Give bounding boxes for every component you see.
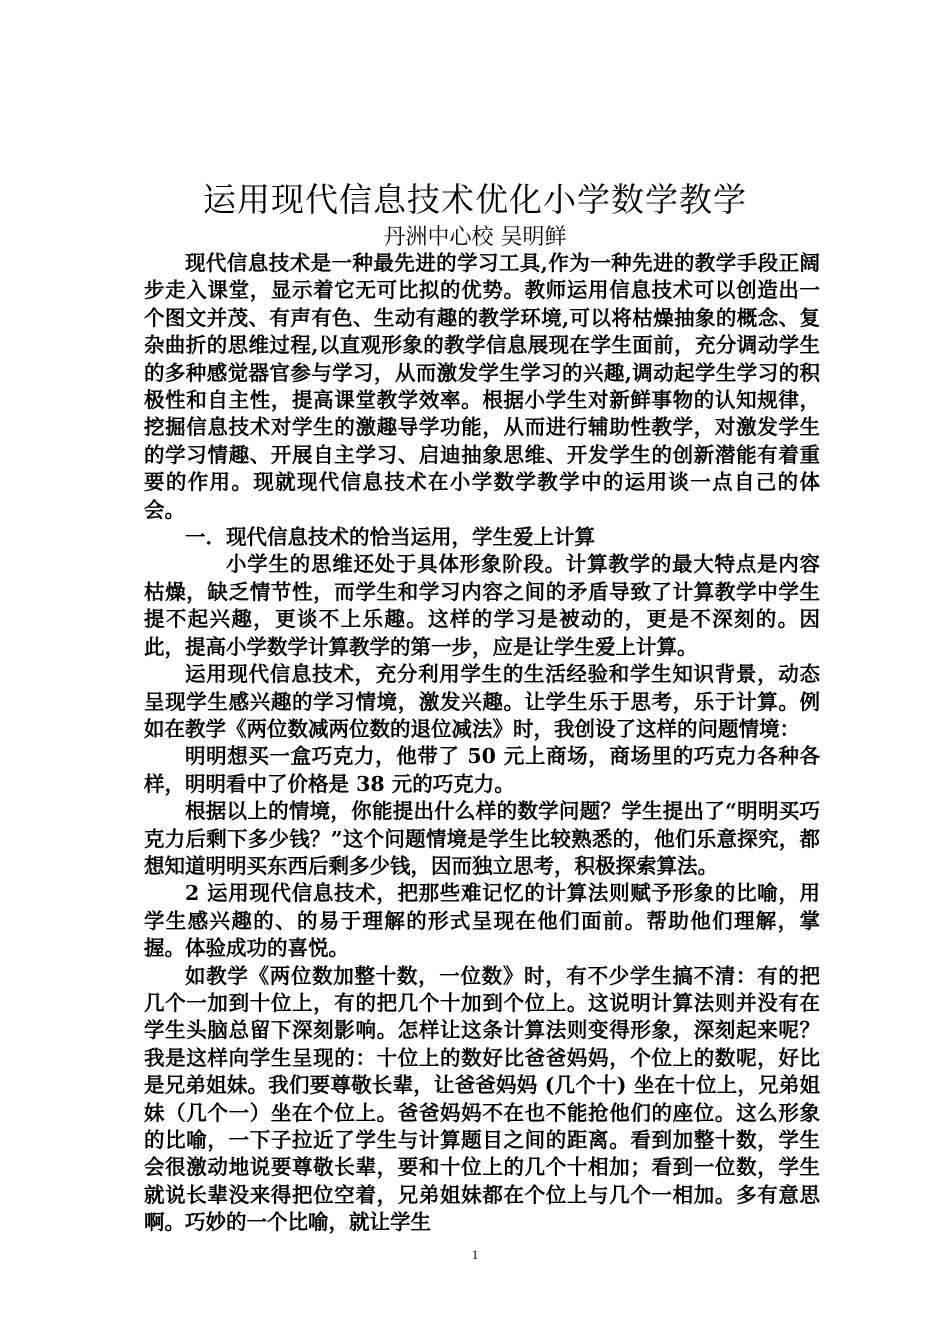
paragraph: 根据以上的情境，你能提出什么样的数学问题？学生提出了“明明买巧克力后剩下多少钱？”这个问题情境是学生比较熟悉的，他们乐意探究，都想知道明明买东西后剩多少钱，因而独立思考，积极探索算法。 bbox=[144, 799, 820, 878]
document-author: 丹洲中心校 吴明鲜 bbox=[383, 225, 567, 250]
paragraph-intro: 现代信息技术是一种最先进的学习工具,作为一种先进的教学手段正阔步走入课堂，显示着它无可比拟的优势。教师运用信息技术可以创造出一个图文并茂、有声有色、生动有趣的教学环境,可以将枯燥抽象的概念、复杂曲折的思维过程,以直观形象的教学信息展现在学生面前，充分调动学生的多种感觉器官参与学习，从而激发学生学习的兴趣,调动起学生学习的积极性和自主性，提高课堂教学效率。根据小学生对新鲜事物的认知规律，挖掘信息技术对学生的激趣导学功能，从而进行辅助性教学，对激发学生的学习情趣、开展自主学习、启迪抽象思维、开发学生的创新潜能有着重要的作用。现就现代信息技术在小学数学教学中的运用谈一点自己的体会。 bbox=[144, 251, 820, 522]
document-title: 运用现代信息技术优化小学数学教学 bbox=[203, 180, 747, 219]
paragraph: 小学生的思维还处于具体形象阶段。计算教学的最大特点是内容枯燥，缺乏情节性，而学生和学习内容之间的矛盾导致了计算教学中学生提不起兴趣，更谈不上乐趣。这样的学习是被动的，更是不深刻的。因此，提高小学数学计算教学的第一步，应是让学生爱上计算。 bbox=[144, 552, 820, 659]
paragraph: 运用现代信息技术，充分利用学生的生活经验和学生知识背景，动态呈现学生感兴趣的学习情境，激发兴趣。让学生乐于思考，乐于计算。例如在教学《两位数减两位数的退位减法》时，我创设了这样的问题情境： bbox=[144, 662, 820, 741]
paragraph: 2 运用现代信息技术，把那些难记忆的计算法则赋予形象的比喻，用学生感兴趣的、的易于理解的形式呈现在他们面前。帮助他们理解，掌握。体验成功的喜悦。 bbox=[144, 881, 820, 961]
document-body bbox=[144, 250, 820, 1237]
paragraph: 如教学《两位数加整十数，一位数》时，有不少学生搞不清：有的把几个一加到十位上，有的把几个十加到个位上。这说明计算法则并没有在学生头脑总留下深刻影响。怎样让这条计算法则变得形象，深刻起来呢？我是这样向学生呈现的：十位上的数好比爸爸妈妈，个位上的数呢，好比是兄弟姐妹。我们要尊敬长辈，让爸爸妈妈 (几个十) 坐在十位上，兄弟姐妹（几个一）坐在个位上。爸爸妈妈不在也不能抢他们的座位。这么形象的比喻，一下子拉近了学生与计算题目之间的距离。看到加整十数，学生会很激动地说要尊敬长辈，要和十位上的几个十相加；看到一位数，学生就说长辈没来得把位空着，兄弟姐妹都在个位上与几个一相加。多有意思啊。巧妙的一个比喻，就让学生 bbox=[144, 963, 820, 1235]
section-heading-1: 一．现代信息技术的恰当运用，学生爱上计算 bbox=[185, 525, 595, 550]
page-number: 1 bbox=[471, 1247, 479, 1262]
paragraph: 明明想买一盒巧克力，他带了 50 元上商场，商场里的巧克力各种各样，明明看中了价格是 38 元的巧克力。 bbox=[144, 744, 820, 796]
